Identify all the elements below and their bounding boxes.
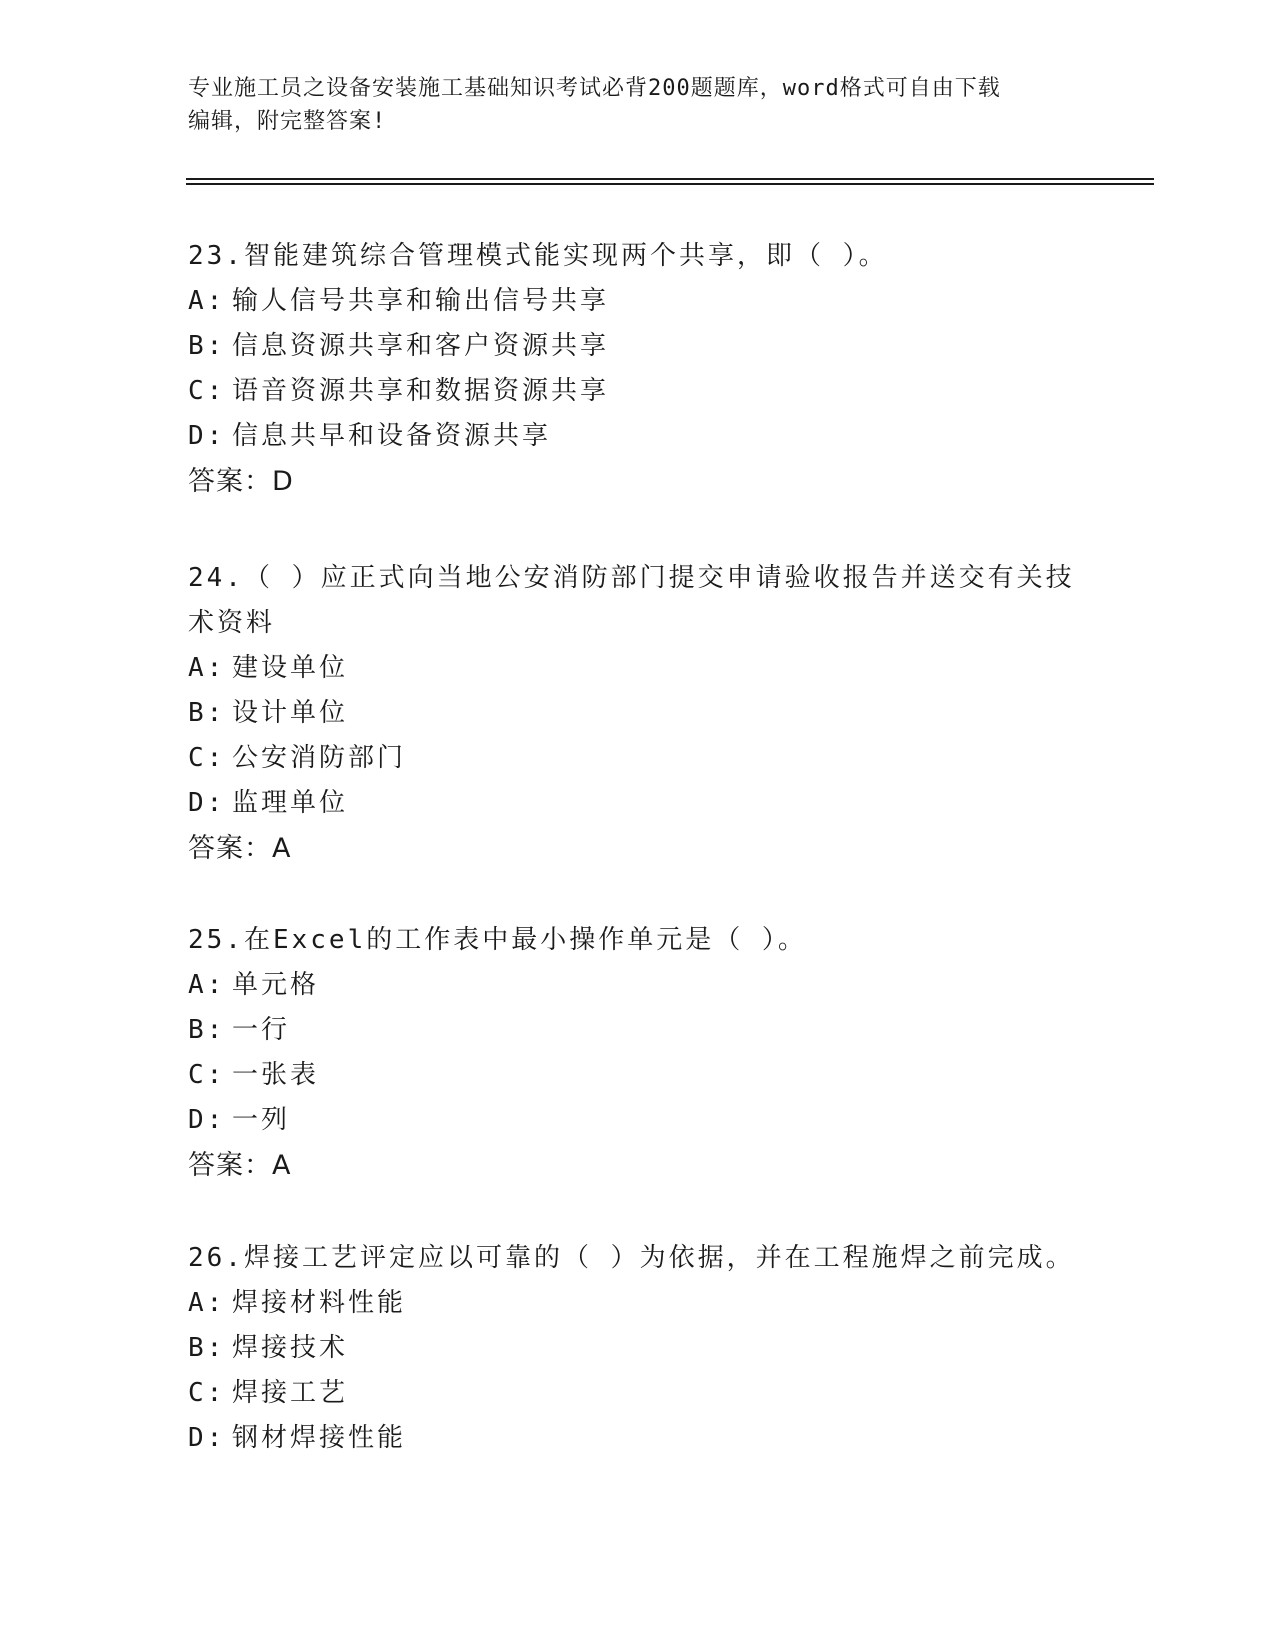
option-b: [188, 691, 1088, 736]
question-stem: 24.（ ）应正式向当地公安消防部门提交申请验收报告并送交有关技术资料: [188, 563, 1075, 638]
option-c: [188, 369, 1088, 414]
option-b: [188, 1326, 1088, 1371]
option-label: C:: [188, 376, 226, 406]
option-label: C:: [188, 1378, 226, 1408]
header-line-1: 专业施工员之设备安装施工基础知识考试必背200题题库，word格式可自由下载: [188, 76, 1001, 101]
question-24: [188, 556, 1088, 871]
option-d: [188, 1098, 1088, 1143]
option-label: D:: [188, 421, 226, 451]
option-text: 设计单位: [232, 698, 349, 728]
header-divider-bottom: [186, 183, 1154, 185]
answer-line: 答案：D: [188, 466, 294, 497]
option-label: B:: [188, 698, 226, 728]
document-header: [188, 72, 1068, 138]
question-25: [188, 918, 1088, 1188]
option-d: [188, 1416, 1088, 1461]
option-label: B:: [188, 1015, 226, 1045]
question-23: [188, 234, 1088, 504]
option-c: [188, 736, 1088, 781]
option-text: 信息资源共享和客户资源共享: [232, 331, 610, 361]
option-c: [188, 1053, 1088, 1098]
option-label: D:: [188, 788, 226, 818]
option-text: 一列: [232, 1105, 291, 1135]
option-text: 单元格: [232, 970, 320, 1000]
option-text: 监理单位: [232, 788, 349, 818]
option-text: 焊接材料性能: [232, 1288, 407, 1318]
option-a: [188, 646, 1088, 691]
question-stem: 26.焊接工艺评定应以可靠的（ ）为依据，并在工程施焊之前完成。: [188, 1243, 1075, 1273]
option-label: B:: [188, 331, 226, 361]
question-stem: 23.智能建筑综合管理模式能实现两个共享，即（ ）。: [188, 241, 888, 271]
option-d: [188, 414, 1088, 459]
option-label: D:: [188, 1105, 226, 1135]
option-text: 焊接工艺: [232, 1378, 349, 1408]
option-a: [188, 1281, 1088, 1326]
header-divider-top: [186, 178, 1154, 180]
option-label: B:: [188, 1333, 226, 1363]
option-text: 建设单位: [232, 653, 349, 683]
option-text: 一张表: [232, 1060, 320, 1090]
option-d: [188, 781, 1088, 826]
question-26: [188, 1236, 1088, 1461]
option-label: A:: [188, 286, 226, 316]
answer-line: 答案：A: [188, 833, 292, 864]
option-label: C:: [188, 1060, 226, 1090]
answer-line: 答案：A: [188, 1150, 292, 1181]
option-a: [188, 963, 1088, 1008]
option-text: 钢材焊接性能: [232, 1423, 407, 1453]
option-text: 信息共早和设备资源共享: [232, 421, 552, 451]
option-text: 一行: [232, 1015, 291, 1045]
option-text: 输人信号共享和输出信号共享: [232, 286, 610, 316]
option-c: [188, 1371, 1088, 1416]
option-label: A:: [188, 970, 226, 1000]
option-label: A:: [188, 653, 226, 683]
option-b: [188, 324, 1088, 369]
option-b: [188, 1008, 1088, 1053]
option-label: A:: [188, 1288, 226, 1318]
option-a: [188, 279, 1088, 324]
option-label: C:: [188, 743, 226, 773]
header-line-2: 编辑，附完整答案!: [188, 109, 387, 134]
option-label: D:: [188, 1423, 226, 1453]
option-text: 焊接技术: [232, 1333, 349, 1363]
option-text: 公安消防部门: [232, 743, 407, 773]
option-text: 语音资源共享和数据资源共享: [232, 376, 610, 406]
question-stem: 25.在Excel的工作表中最小操作单元是（ ）。: [188, 925, 807, 955]
